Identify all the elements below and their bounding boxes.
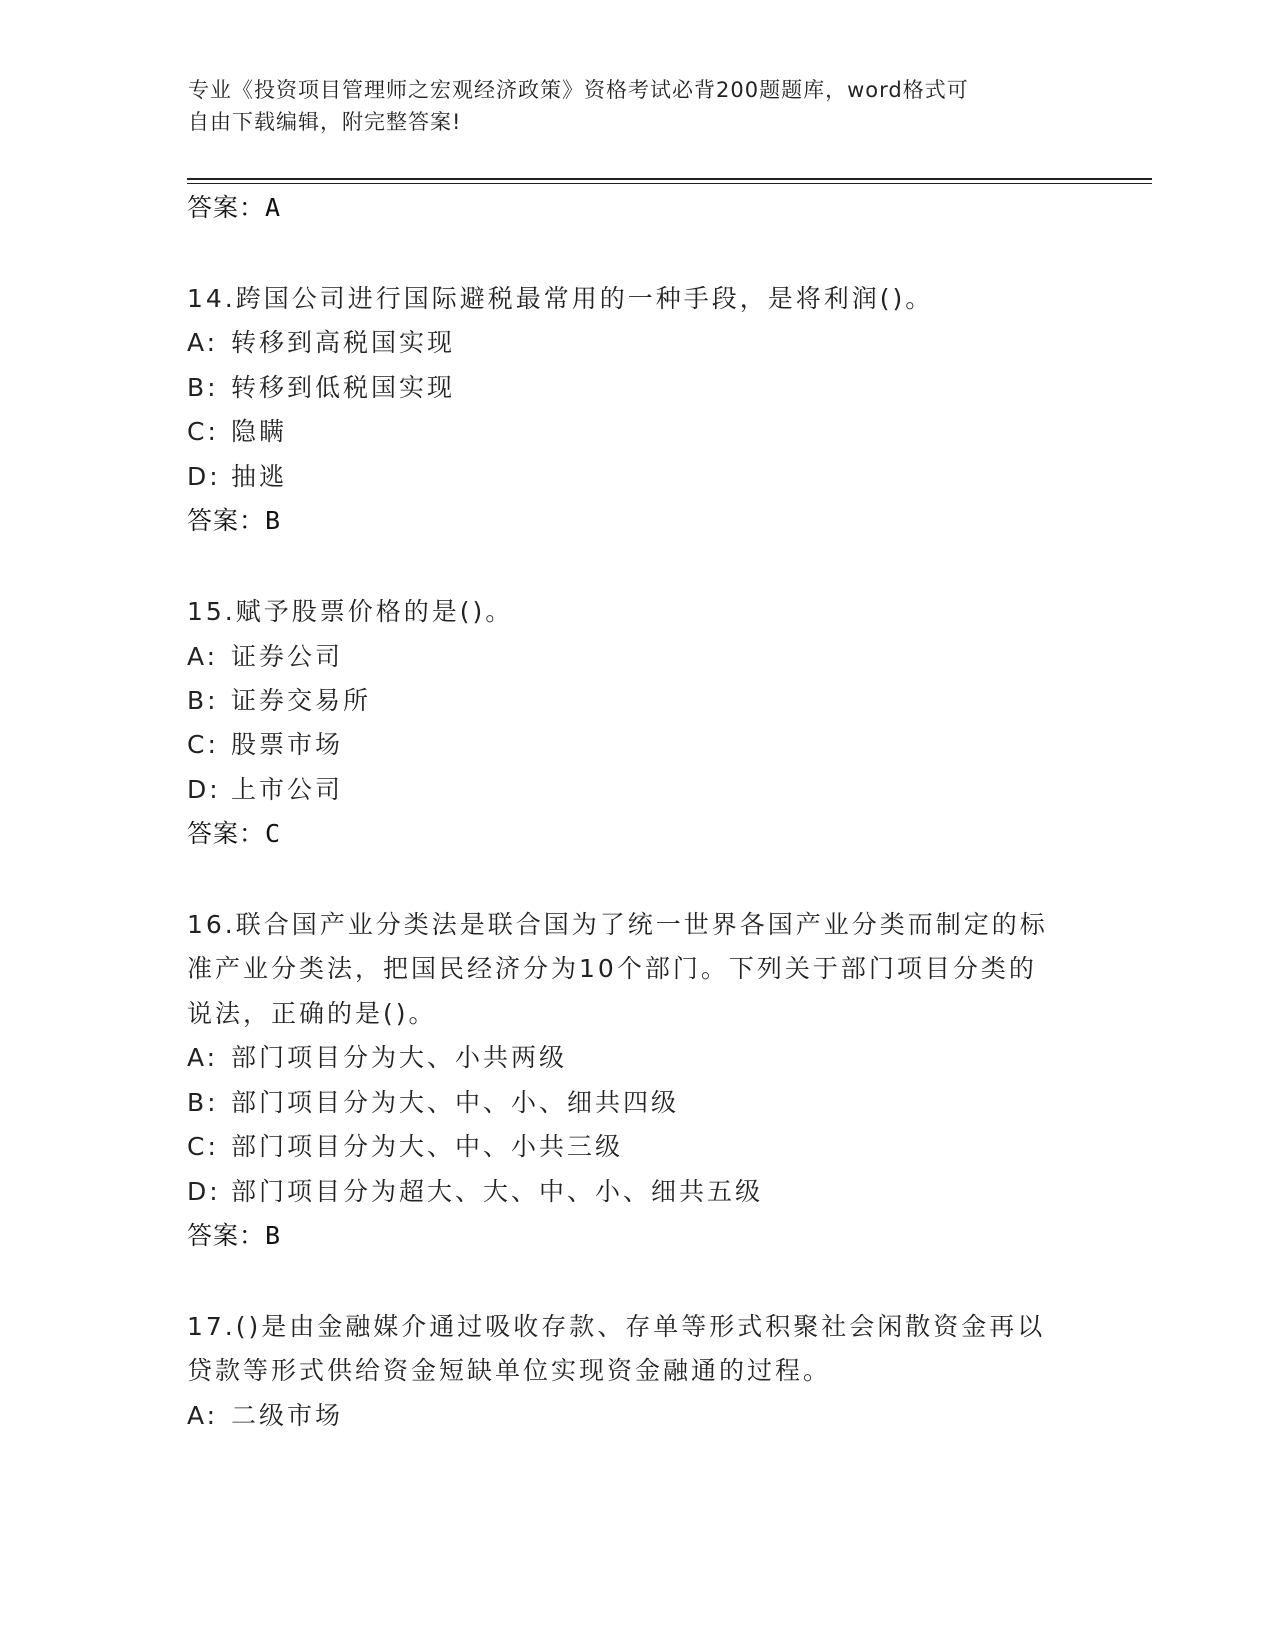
option-b bbox=[187, 1085, 679, 1121]
answer-label: 答案： bbox=[187, 819, 266, 848]
option-b bbox=[187, 370, 455, 406]
question-text: 贷款等形式供给资金短缺单位实现资金融通的过程。 bbox=[187, 1356, 832, 1385]
option-text: 部门项目分为超大、大、中、小、细共五级 bbox=[231, 1177, 764, 1206]
option-letter: D: bbox=[187, 1177, 221, 1206]
option-text: 部门项目分为大、中、小、细共四级 bbox=[231, 1088, 680, 1117]
option-a bbox=[187, 1040, 567, 1076]
option-letter: C: bbox=[187, 1132, 219, 1161]
header-line-1: 专业《投资项目管理师之宏观经济政策》资格考试必背200题题库，word格式可 bbox=[188, 78, 969, 102]
option-letter: D: bbox=[187, 462, 221, 491]
option-text: 隐瞒 bbox=[231, 417, 288, 446]
question-text: 16.联合国产业分类法是联合国为了统一世界各国产业分类而制定的标 bbox=[187, 910, 1048, 939]
option-c bbox=[187, 1129, 623, 1165]
option-a bbox=[187, 325, 455, 361]
option-letter: C: bbox=[187, 417, 219, 446]
answer-label: 答案： bbox=[187, 506, 266, 535]
option-text: 证券交易所 bbox=[231, 686, 372, 715]
answer-label: 答案： bbox=[187, 193, 266, 222]
option-text: 上市公司 bbox=[231, 775, 344, 804]
option-letter: B: bbox=[187, 1088, 219, 1117]
option-letter: D: bbox=[187, 775, 221, 804]
option-d bbox=[187, 772, 343, 808]
option-text: 转移到低税国实现 bbox=[231, 373, 456, 402]
option-c bbox=[187, 414, 287, 450]
option-a bbox=[187, 1398, 343, 1434]
question-text: 15.赋予股票价格的是()。 bbox=[187, 597, 514, 626]
header-rule-thin bbox=[187, 183, 1152, 184]
option-text: 股票市场 bbox=[231, 730, 344, 759]
answer-line bbox=[187, 1218, 281, 1254]
option-text: 证券公司 bbox=[231, 642, 344, 671]
option-a bbox=[187, 639, 343, 675]
option-text: 转移到高税国实现 bbox=[231, 328, 456, 357]
option-text: 部门项目分为大、中、小共三级 bbox=[231, 1132, 624, 1161]
option-d bbox=[187, 1174, 763, 1210]
answer-line bbox=[187, 503, 281, 539]
option-b bbox=[187, 683, 371, 719]
answer-value: B bbox=[265, 506, 282, 535]
option-letter: A: bbox=[187, 328, 219, 357]
option-letter: B: bbox=[187, 373, 219, 402]
question-text: 14.跨国公司进行国际避税最常用的一种手段，是将利润()。 bbox=[187, 284, 934, 313]
question-text: 准产业分类法，把国民经济分为10个部门。下列关于部门项目分类的 bbox=[187, 954, 1037, 983]
answer-label: 答案： bbox=[187, 1221, 266, 1250]
option-letter: A: bbox=[187, 642, 219, 671]
option-text: 部门项目分为大、小共两级 bbox=[231, 1043, 568, 1072]
answer-value: A bbox=[265, 193, 282, 222]
option-d bbox=[187, 459, 287, 495]
option-text: 抽逃 bbox=[231, 462, 288, 491]
option-letter: C: bbox=[187, 730, 219, 759]
header-rule-thick bbox=[187, 178, 1152, 180]
answer-value: C bbox=[265, 819, 282, 848]
option-letter: B: bbox=[187, 686, 219, 715]
question-text: 17.()是由金融媒介通过吸收存款、存单等形式积聚社会闲散资金再以 bbox=[187, 1312, 1046, 1341]
answer-line bbox=[187, 190, 281, 226]
option-letter: A: bbox=[187, 1043, 219, 1072]
question-text: 说法，正确的是()。 bbox=[187, 999, 437, 1028]
option-letter: A: bbox=[187, 1401, 219, 1430]
header-line-2: 自由下载编辑，附完整答案! bbox=[188, 110, 462, 134]
page-header bbox=[188, 74, 1068, 138]
answer-line bbox=[187, 816, 281, 852]
option-text: 二级市场 bbox=[231, 1401, 344, 1430]
answer-value: B bbox=[265, 1221, 282, 1250]
option-c bbox=[187, 727, 343, 763]
